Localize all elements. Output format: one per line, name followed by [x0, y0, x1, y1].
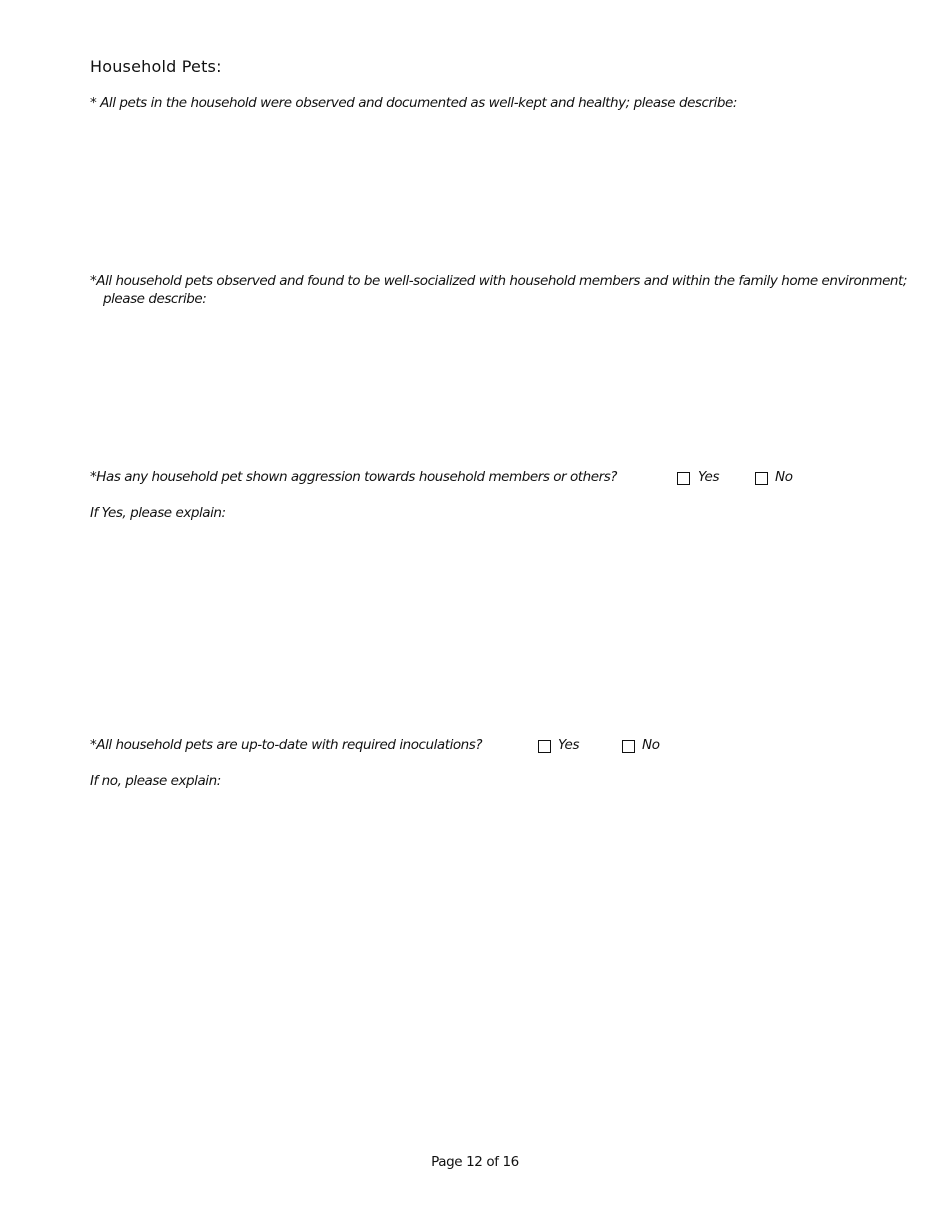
inoculations-no-checkbox[interactable]	[622, 740, 635, 753]
inoculations-no-label: No	[642, 737, 660, 753]
question-pet-aggression: *Has any household pet shown aggression towards household members or others?	[90, 469, 618, 485]
page-number: Page 12 of 16	[431, 1154, 519, 1170]
inoculations-yes-checkbox[interactable]	[538, 740, 551, 753]
aggression-no-label: No	[775, 469, 793, 485]
question-pets-socialized-line1: *All household pets observed and found to be well-socialized with household members and within the family home environment;	[90, 273, 907, 289]
inoculations-followup-label: If no, please explain:	[90, 773, 221, 789]
answer-area-pets-healthy[interactable]	[90, 118, 890, 268]
answer-area-pets-socialized[interactable]	[90, 314, 890, 464]
inoculations-yes-label: Yes	[558, 737, 580, 753]
section-title: Household Pets:	[90, 57, 222, 76]
aggression-followup-label: If Yes, please explain:	[90, 505, 226, 521]
aggression-yes-label: Yes	[698, 469, 720, 485]
answer-area-inoculations-explain[interactable]	[90, 796, 890, 1126]
question-pets-healthy: * All pets in the household were observed and documented as well-kept and healthy; please describe:	[90, 95, 737, 111]
question-pet-inoculations: *All household pets are up-to-date with required inoculations?	[90, 737, 483, 753]
answer-area-aggression-explain[interactable]	[90, 528, 890, 728]
aggression-yes-checkbox[interactable]	[677, 472, 690, 485]
aggression-no-checkbox[interactable]	[755, 472, 768, 485]
question-pets-socialized-line2: please describe:	[103, 291, 207, 307]
